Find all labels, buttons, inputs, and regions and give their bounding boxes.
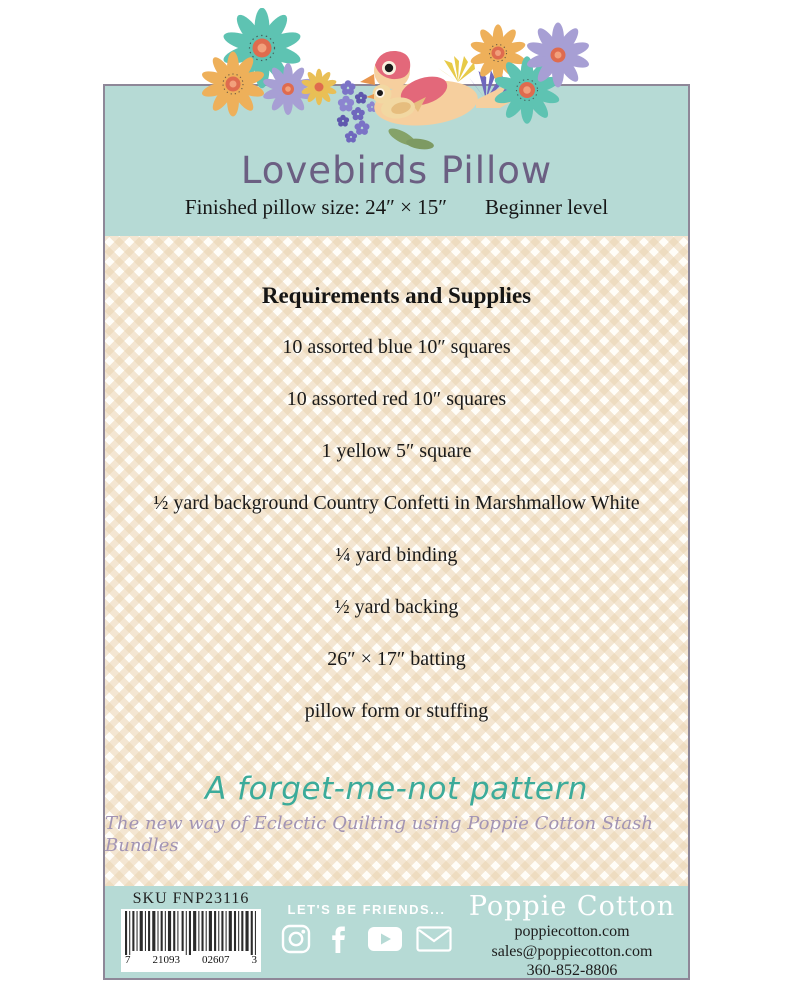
- barcode-digit-group: 3: [251, 954, 257, 966]
- skill-level-label: Beginner level: [485, 195, 609, 219]
- requirements-list: [153, 335, 639, 723]
- tagline-subtitle: The new way of Eclectic Quilting using Poppie Cotton Stash Bundles: [105, 813, 653, 856]
- page-title: Lovebirds Pillow: [240, 149, 553, 192]
- list-item: 1 yellow 5″ square: [321, 440, 472, 462]
- phone-text: 360-852-8806: [526, 962, 618, 979]
- youtube-icon: [367, 926, 403, 952]
- list-item: ½ yard backing: [334, 596, 459, 618]
- requirements-heading: Requirements and Supplies: [261, 283, 532, 308]
- barcode-digit-group: 02607: [202, 954, 230, 966]
- brand-column: [466, 890, 678, 979]
- list-item: ¼ yard binding: [335, 544, 458, 566]
- gingham-body: [105, 236, 688, 886]
- friends-label: LET'S BE FRIENDS...: [287, 902, 446, 917]
- finished-size-label: Finished pillow size: 24″ × 15″: [184, 195, 448, 219]
- size-and-level-line: [185, 197, 608, 218]
- lovebirds-floral-decoration: [186, 8, 606, 153]
- facebook-icon: [324, 924, 354, 954]
- social-icons-row: [281, 924, 452, 954]
- instagram-icon: [281, 924, 311, 954]
- list-item: 10 assorted red 10″ squares: [286, 388, 507, 410]
- list-item: 10 assorted blue 10″ squares: [282, 336, 511, 358]
- email-text: sales@poppiecotton.com: [491, 942, 653, 960]
- barcode-column: [115, 890, 267, 972]
- website-text: poppiecotton.com: [514, 923, 630, 940]
- sku-label: SKU FNP23116: [132, 890, 250, 907]
- pattern-card: [103, 84, 690, 980]
- barcode-digit-group: 21093: [152, 954, 180, 966]
- barcode: [121, 909, 261, 972]
- social-column: [267, 890, 466, 972]
- list-item: ½ yard background Country Confetti in Marshmallow White: [153, 492, 640, 514]
- email-icon: [416, 926, 452, 952]
- list-item: pillow form or stuffing: [304, 700, 489, 722]
- footer-band: [105, 886, 688, 978]
- barcode-bars: [125, 911, 257, 955]
- list-item: 26″ × 17″ batting: [327, 648, 466, 670]
- barcode-digit-group: 7: [125, 954, 131, 966]
- brand-logo: Poppie Cotton: [468, 891, 676, 922]
- barcode-digits: [125, 955, 257, 966]
- forget-me-not-tagline: A forget-me-not pattern: [205, 771, 588, 807]
